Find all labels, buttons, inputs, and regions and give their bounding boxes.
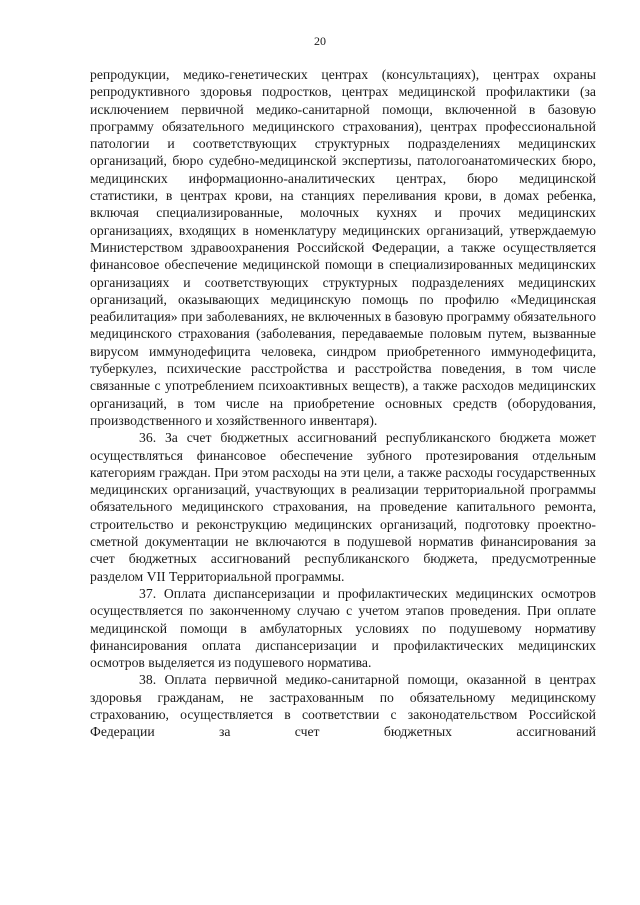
page-number: 20 [314,34,326,48]
paragraph-38: 38. Оплата первичной медико-санитарной помощи, оказанной в центрах здоровья гражданам, не застрахованным по обязательному медицинскому страхованию, осуществляется в соответствии с законодательством Российской Федерации за счет бюджетных ассигнований [90,672,596,740]
paragraph-37: 37. Оплата диспансеризации и профилактических медицинских осмотров осуществляется по законченному случаю с учетом этапов проведения. При оплате медицинской помощи в амбулаторных условиях по подушевому нормативу финансирования оплата диспансеризации и профилактических медицинских осмотров выделяется из подушевого норматива. [90,585,596,671]
document-body [90,66,596,741]
paragraph-continuation: репродукции, медико-генетических центрах (консультациях), центрах охраны репродуктивного здоровья подростков, центрах медицинской профилактики (за исключением первичной медико-санитарной помощи, включенной в базовую программу обязательного медицинского страхования), центрах профессиональной патологии и соответствующих структурных подразделениях медицинских организаций, бюро судебно-медицинской экспертизы, патологоанатомических бюро, медицинских информационно-аналитических центрах, бюро медицинской статистики, в центрах крови, на станциях переливания крови, в домах ребенка, включая специализированные, молочных кухнях и прочих медицинских организациях, входящих в номенклатуру медицинских организаций, утверждаемую Министерством здравоохранения Российской Федерации, а также осуществляется финансовое обеспечение медицинской помощи в специализированных медицинских организациях и соответствующих структурных подразделениях медицинских организаций, оказывающих медицинскую помощь по профилю «Медицинская реабилитация» при заболеваниях, не включенных в базовую программу обязательного медицинского страхования (заболевания, передаваемые половым путем, вызванные вирусом иммунодефицита человека, синдром приобретенного иммунодефицита, туберкулез, психические расстройства и расстройства поведения, в том числе связанные с употреблением психоактивных веществ), а также расходов медицинских организаций, в том числе на приобретение основных средств (оборудования, производственного и хозяйственного инвентаря). [90,67,596,428]
paragraph-36: 36. За счет бюджетных ассигнований республиканского бюджета может осуществляться финансовое обеспечение зубного протезирования отдельным категориям граждан. При этом расходы на эти цели, а также расходы государственных медицинских организаций, участвующих в реализации территориальной программы обязательного медицинского страхования, на проведение капитального ремонта, строительство и реконструкцию медицинских организаций, подготовку проектно-сметной документации не включаются в подушевой норматив финансирования за счет бюджетных ассигнований республиканского бюджета, предусмотренные разделом VII Территориальной программы. [90,430,596,584]
